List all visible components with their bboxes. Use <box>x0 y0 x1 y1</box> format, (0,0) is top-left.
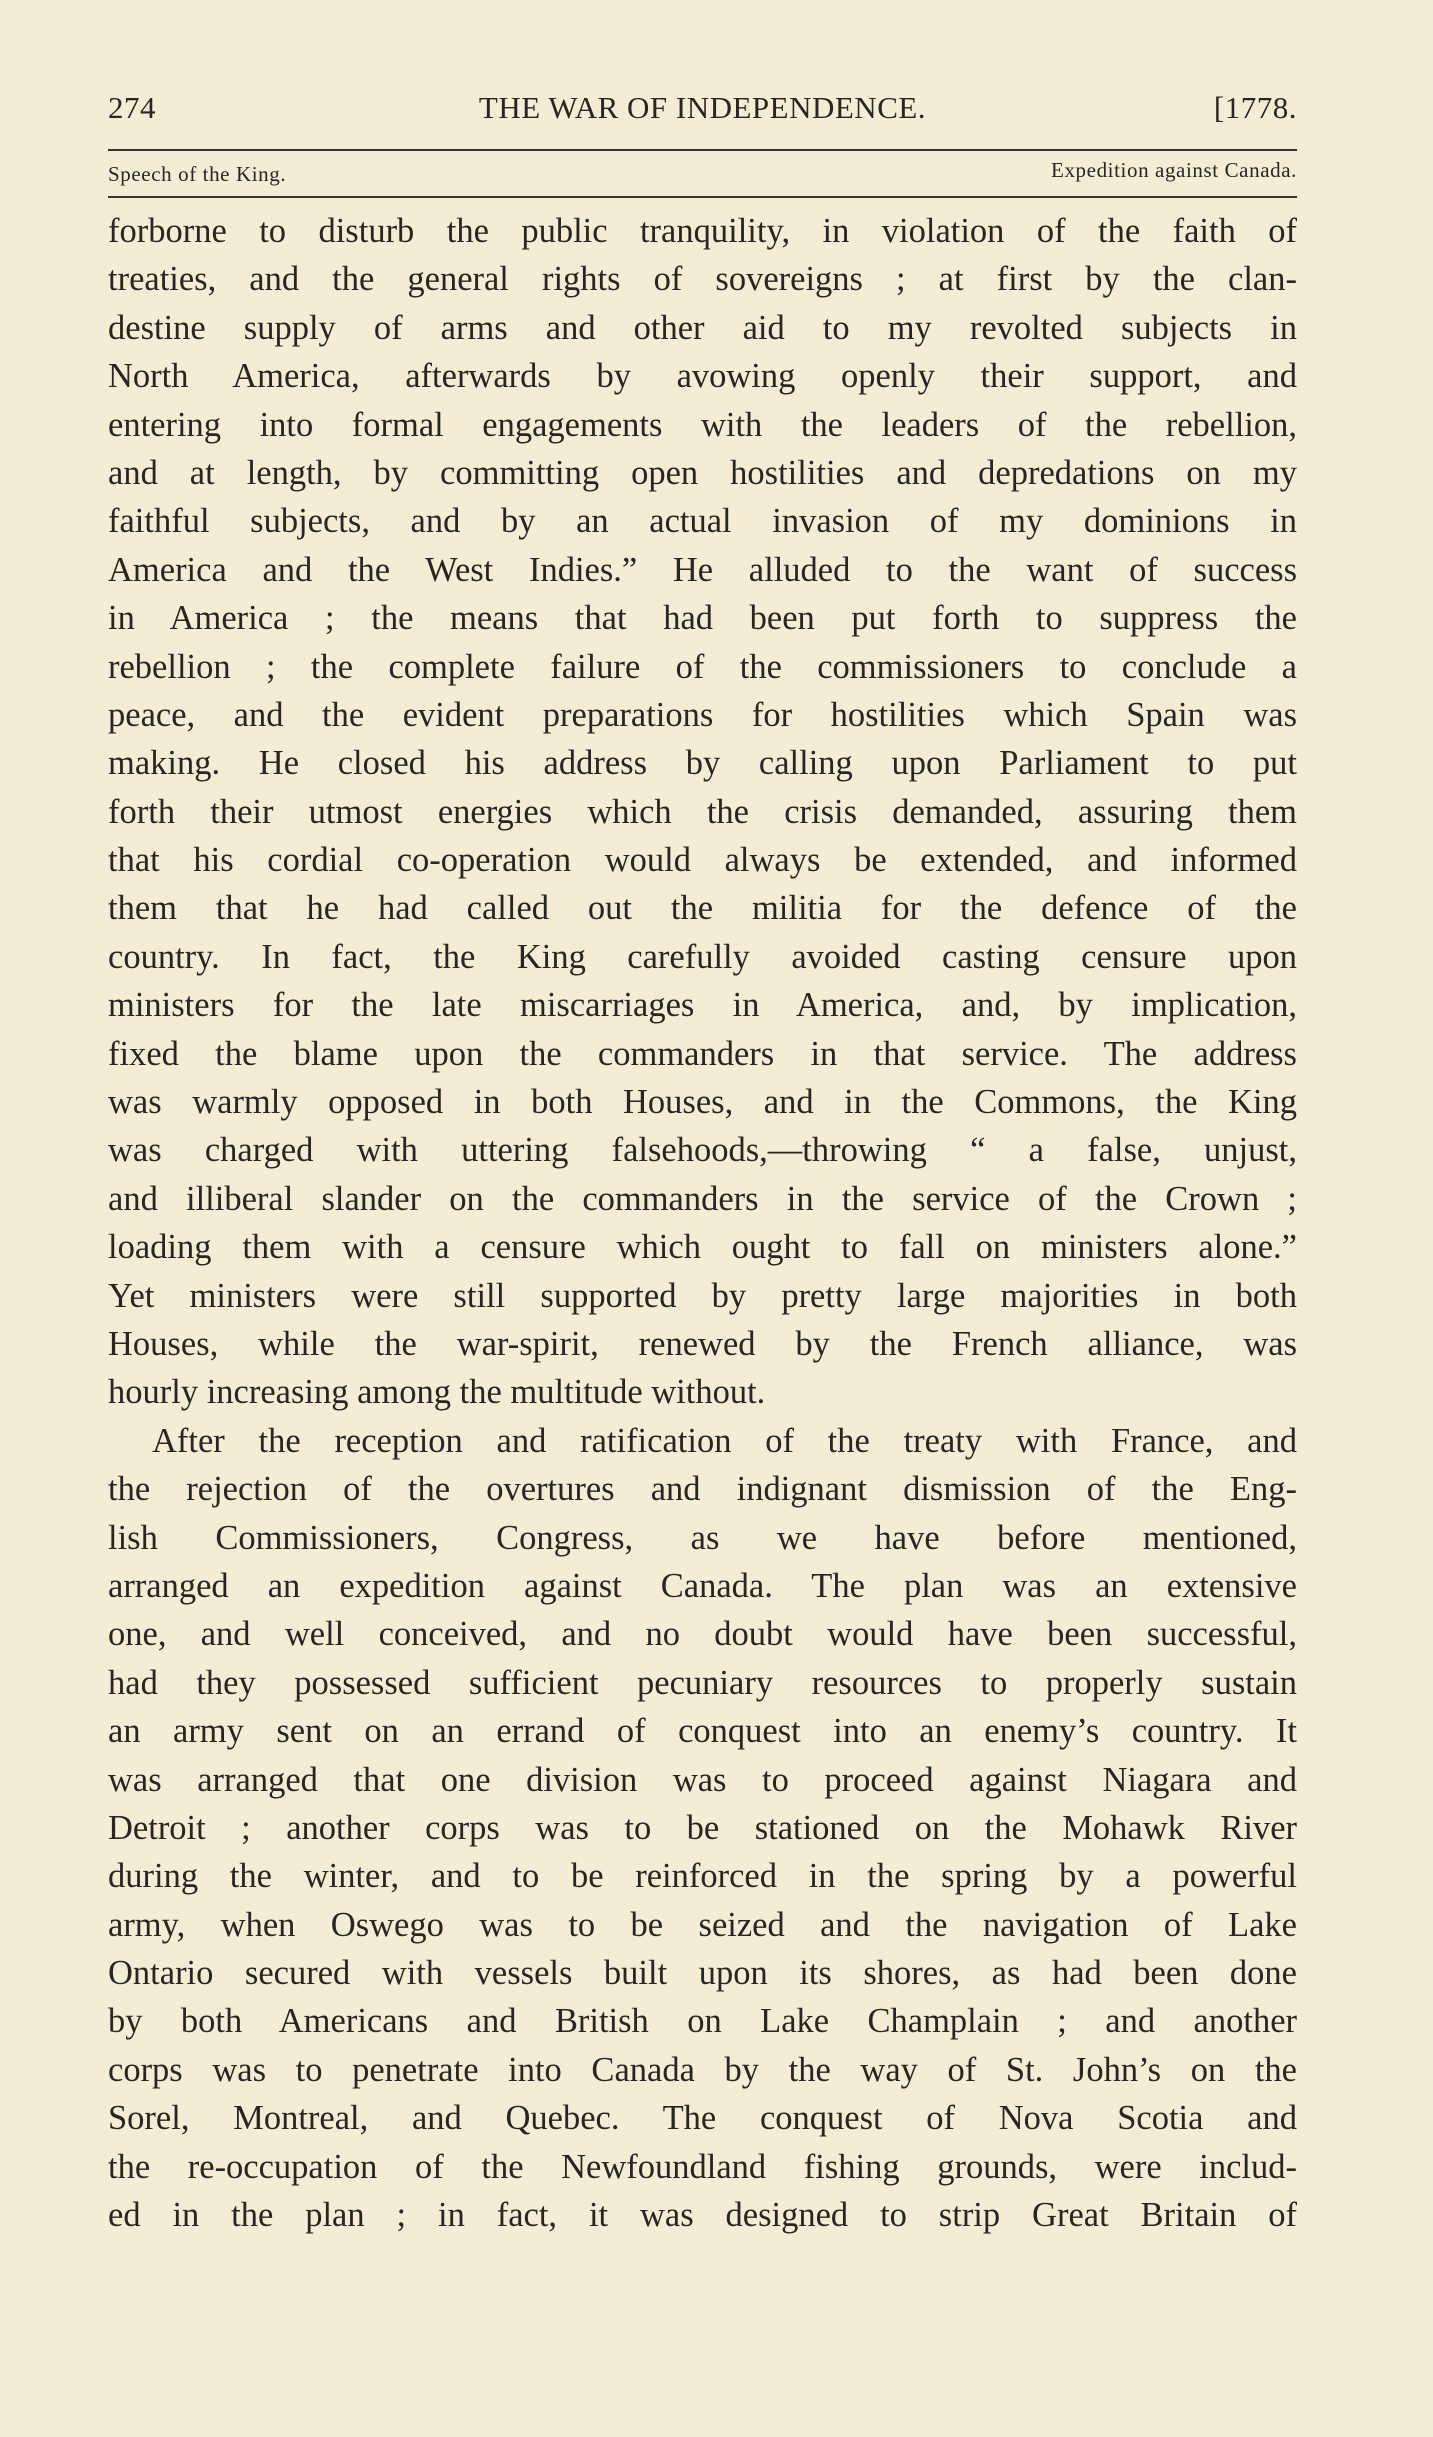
text-line: corps was to penetrate into Canada by the way of St. John’s on the <box>108 2050 1297 2089</box>
text-line: ed in the plan ; in fact, it was designed to strip Great Britain of <box>108 2196 1297 2235</box>
text-line: destine supply of arms and other aid to my revolted subjects in <box>108 308 1297 347</box>
sidenote-rule <box>108 196 1297 198</box>
text-line: Detroit ; another corps was to be stationed on the Mohawk River <box>108 1808 1297 1847</box>
paragraph <box>108 207 1297 1417</box>
text-line: an army sent on an errand of conquest into an enemy’s country. It <box>108 1712 1297 1751</box>
text-line: peace, and the evident preparations for hostilities which Spain was <box>108 695 1297 734</box>
text-line: army, when Oswego was to be seized and the navigation of Lake <box>108 1905 1297 1944</box>
text-line: forborne to disturb the public tranquility, in violation of the faith of <box>108 212 1297 250</box>
text-line: had they possessed sufficient pecuniary resources to properly sustain <box>108 1663 1297 1702</box>
right-sidenote: Expedition against Canada. <box>1051 158 1297 182</box>
running-title: THE WAR OF INDEPENDENCE. <box>478 90 927 125</box>
text-line: the rejection of the overtures and indignant dismission of the Eng- <box>108 1470 1297 1509</box>
text-line: Sorel, Montreal, and Quebec. The conquest of Nova Scotia and <box>108 2099 1297 2138</box>
running-head <box>108 90 1297 134</box>
text-line: America and the West Indies.” He alluded to the want of success <box>108 550 1297 589</box>
text-line: Ontario secured with vessels built upon its shores, as had been done <box>108 1954 1297 1993</box>
running-year: [1778. <box>1213 90 1297 125</box>
text-line: the re-occupation of the Newfoundland fishing grounds, were includ- <box>108 2147 1297 2186</box>
text-line: arranged an expedition against Canada. The plan was an extensive <box>108 1566 1297 1605</box>
text-line: Yet ministers were still supported by pretty large majorities in both <box>108 1276 1297 1315</box>
text-line: was warmly opposed in both Houses, and in the Commons, the King <box>108 1083 1297 1122</box>
paragraph <box>108 1417 1297 2240</box>
text-line: and at length, by committing open hostilities and depredations on my <box>108 453 1297 492</box>
text-line: making. He closed his address by calling upon Parliament to put <box>108 744 1297 783</box>
text-line: entering into formal engagements with the leaders of the rebellion, <box>108 405 1297 444</box>
text-line: Houses, while the war-spirit, renewed by the French alliance, was <box>108 1324 1297 1363</box>
text-line: in America ; the means that had been put forth to suppress the <box>108 599 1297 638</box>
text-line: one, and well conceived, and no doubt would have been successful, <box>108 1615 1297 1654</box>
text-line: faithful subjects, and by an actual invasion of my dominions in <box>108 502 1297 541</box>
text-line: North America, afterwards by avowing openly their support, and <box>108 357 1297 396</box>
sidenote-row <box>108 158 1297 190</box>
header-rule <box>108 149 1297 151</box>
text-line: that his cordial co-operation would always be extended, and informed <box>108 841 1297 880</box>
text-line: during the winter, and to be reinforced in the spring by a powerful <box>108 1857 1297 1896</box>
text-line: loading them with a censure which ought to fall on ministers alone.” <box>108 1228 1297 1267</box>
text-line: was arranged that one division was to proceed against Niagara and <box>108 1760 1297 1799</box>
text-line: country. In fact, the King carefully avoided casting censure upon <box>108 937 1297 976</box>
text-line: forth their utmost energies which the crisis demanded, assuring them <box>108 792 1297 831</box>
text-line: hourly increasing among the multitude without. <box>108 1373 766 1412</box>
body-text <box>108 207 1297 2239</box>
text-line: ministers for the late miscarriages in America, and, by implication, <box>108 986 1297 1025</box>
text-line: fixed the blame upon the commanders in that service. The address <box>108 1034 1297 1073</box>
text-line: treaties, and the general rights of sovereigns ; at first by the clan- <box>108 260 1297 299</box>
text-line: by both Americans and British on Lake Champlain ; and another <box>108 2002 1297 2041</box>
left-sidenote: Speech of the King. <box>108 162 287 186</box>
text-line: and illiberal slander on the commanders in the service of the Crown ; <box>108 1179 1297 1218</box>
text-line: After the reception and ratification of the treaty with France, and <box>152 1421 1297 1460</box>
page-number: 274 <box>108 90 156 125</box>
text-line: lish Commissioners, Congress, as we have before mentioned, <box>108 1518 1297 1557</box>
text-line: rebellion ; the complete failure of the commissioners to conclude a <box>108 647 1297 686</box>
text-line: them that he had called out the militia for the defence of the <box>108 889 1297 928</box>
text-line: was charged with uttering falsehoods,—throwing “ a false, unjust, <box>108 1131 1297 1170</box>
